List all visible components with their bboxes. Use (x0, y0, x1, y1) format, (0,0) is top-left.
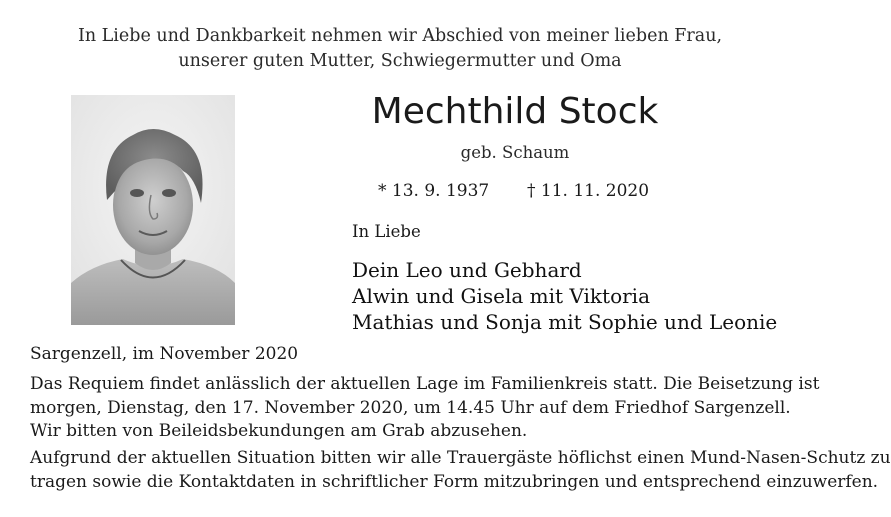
family-line-2: Alwin und Gisela mit Viktoria (352, 284, 650, 308)
requiem-line-2: morgen, Dienstag, den 17. November 2020, um 14.45 Uhr auf dem Friedhof Sargenzell. (30, 397, 791, 418)
portrait-illustration (71, 95, 235, 325)
notice-paragraph (30, 447, 891, 494)
intro-line-1: In Liebe und Dankbarkeit nehmen wir Abschied von meiner lieben Frau, (77, 26, 723, 46)
family-list (352, 257, 777, 335)
death-date: † 11. 11. 2020 (527, 181, 650, 201)
deceased-name: Mechthild Stock (371, 91, 659, 132)
intro-line-2: unserer guten Mutter, Schwiegermutter und Oma (178, 51, 622, 71)
birth-date: * 13. 9. 1937 (378, 181, 490, 201)
intro-text (0, 24, 800, 74)
notice-line-1: Aufgrund der aktuellen Situation bitten wir alle Trauergäste höflichst einen Mund-Nasen-Schutz zu (30, 448, 891, 468)
notice-line-2: tragen sowie die Kontaktdaten in schriftlicher Form mitzubringen und entsprechend einzuwerfen. (30, 471, 879, 492)
requiem-line-1: Das Requiem findet anlässlich der aktuellen Lage im Familienkreis statt. Die Beisetzung ist (30, 374, 820, 394)
portrait-photo (71, 95, 235, 325)
maiden-name: geb. Schaum (460, 143, 570, 162)
place-and-date: Sargenzell, im November 2020 (30, 344, 299, 364)
requiem-paragraph (30, 373, 820, 444)
family-line-3: Mathias und Sonja mit Sophie und Leonie (352, 310, 778, 334)
requiem-line-3: Wir bitten von Beileidsbekundungen am Grab abzusehen. (30, 421, 528, 441)
greeting: In Liebe (352, 222, 421, 241)
family-line-1: Dein Leo und Gebhard (352, 258, 582, 282)
